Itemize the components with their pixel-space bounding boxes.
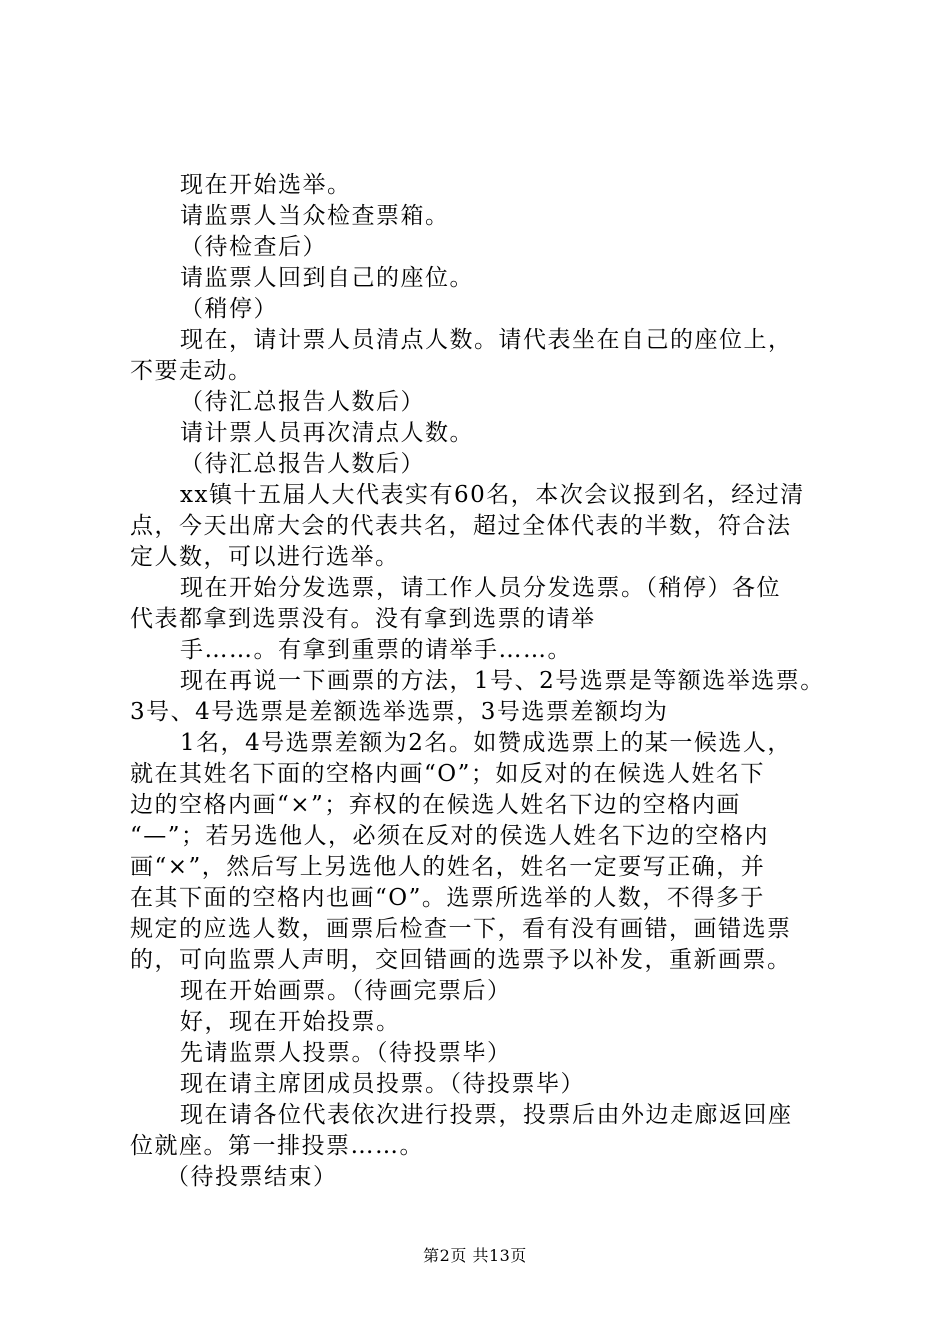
text-line: 现在请主席团成员投票。（待投票毕） — [180, 1071, 585, 1097]
text-line: 现在开始画票。（待画完票后） — [180, 978, 512, 1004]
text-line: （待检查后） — [180, 234, 327, 260]
text-line: 画“×”，然后写上另选他人的姓名，姓名一定要写正确，并 — [130, 854, 766, 880]
text-line: 规定的应选人数，画票后检查一下，看有没有画错，画错选票 — [130, 916, 792, 942]
text-line: （待汇总报告人数后） — [180, 389, 425, 415]
text-line: 点，今天出席大会的代表共名，超过全体代表的半数，符合法 — [130, 513, 792, 539]
text-line: 位就座。第一排投票……。 — [130, 1133, 424, 1159]
text-line: “—”；若另选他人，必须在反对的侯选人姓名下边的空格内 — [130, 823, 770, 849]
text-line: （稍停） — [180, 296, 278, 322]
text-line: 手……。有拿到重票的请举手……。 — [180, 637, 572, 663]
text-line: （待汇总报告人数后） — [180, 451, 425, 477]
text-line: 现在开始选举。 — [180, 172, 352, 198]
text-line: 现在开始分发选票，请工作人员分发选票。（稍停）各位 — [180, 575, 781, 601]
text-line: 现在，请计票人员清点人数。请代表坐在自己的座位上， — [180, 327, 793, 353]
text-line: 请监票人回到自己的座位。 — [180, 265, 474, 291]
text-line: 在其下面的空格内也画“O”。选票所选举的人数，不得多于 — [130, 885, 765, 911]
text-line: 3号、4号选票是差额选举选票，3号选票差额均为 — [130, 699, 669, 725]
text-line: 好，现在开始投票。 — [180, 1009, 401, 1035]
text-line: 1名，4号选票差额为2名。如赞成选票上的某一候选人， — [180, 730, 792, 756]
text-line: 现在请各位代表依次进行投票，投票后由外边走廊返回座 — [180, 1102, 793, 1128]
text-line: 就在其姓名下面的空格内画“O”；如反对的在候选人姓名下 — [130, 761, 765, 787]
text-line: 请计票人员再次清点人数。 — [180, 420, 474, 446]
text-line: 请监票人当众检查票箱。 — [180, 203, 450, 229]
page-number-footer: 第2页 共13页 — [423, 1246, 527, 1265]
text-line: 定人数，可以进行选举。 — [130, 544, 400, 570]
text-line: 先请监票人投票。（待投票毕） — [180, 1040, 512, 1066]
text-line: 边的空格内画“×”；弃权的在候选人姓名下边的空格内画 — [130, 792, 741, 818]
text-line: 现在再说一下画票的方法，1号、2号选票是等额选举选票。 — [180, 668, 825, 694]
text-line: 的，可向监票人声明，交回错画的选票予以补发，重新画票。 — [130, 947, 792, 973]
text-line: 不要走动。 — [130, 358, 253, 384]
document-body — [130, 170, 840, 1193]
text-line: （待投票结束） — [166, 1164, 338, 1190]
text-line: 代表都拿到选票没有。没有拿到选票的请举 — [130, 606, 596, 632]
text-line: xx镇十五届人大代表实有60名，本次会议报到名，经过清 — [180, 482, 805, 508]
